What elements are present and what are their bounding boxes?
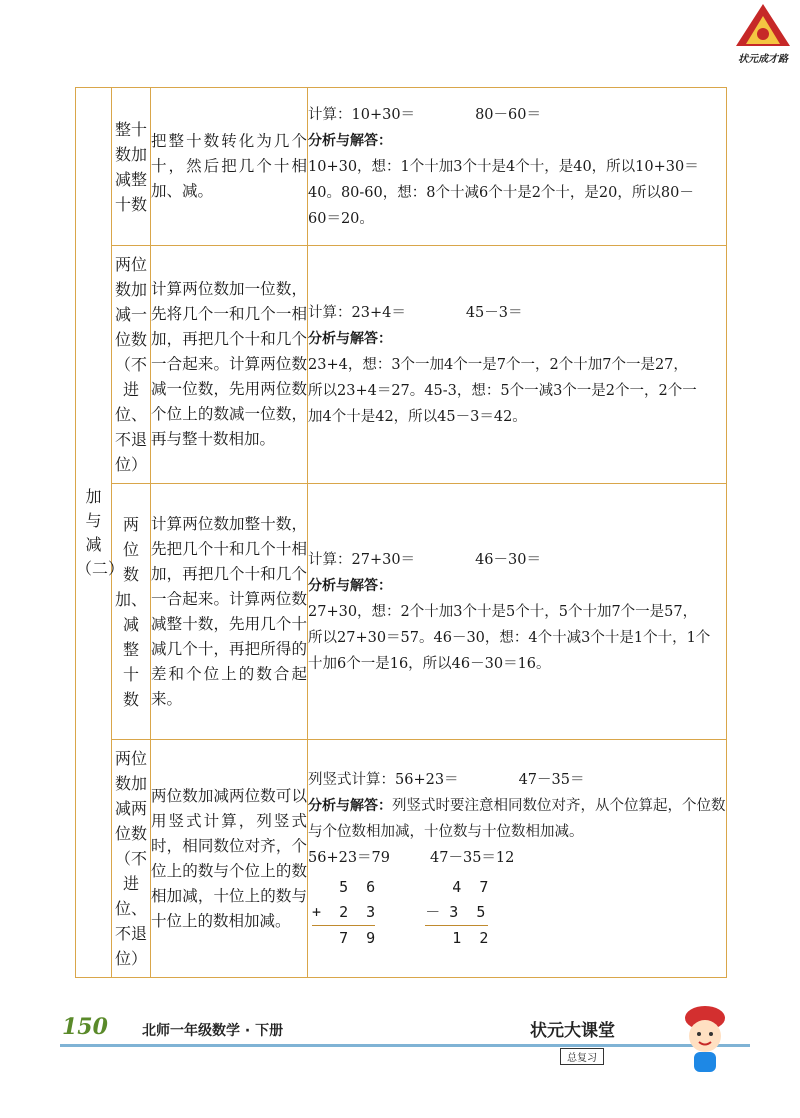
page-number: 150 bbox=[62, 1014, 108, 1040]
table-row bbox=[76, 740, 727, 978]
method-cell: 计算两位数加一位数，先将几个一和几个一相加，再把几个十和几个一合起来。计算两位数减一位数，先用两位数个位上的数减一位数，再与整十数相加。 bbox=[151, 246, 308, 484]
review-table bbox=[75, 87, 727, 978]
vertical-addition: 5 6 + 2 3 7 9 bbox=[312, 875, 375, 951]
category-cell: 加 与 减 （二） bbox=[76, 88, 112, 978]
topic-cell: 整十 数加 减整 十数 bbox=[112, 88, 151, 246]
topic-cell: 两 位 数 加、 减 整 十 数 bbox=[112, 484, 151, 740]
topic-cell: 两位 数加 减一 位数 （不 进位、 不退 位） bbox=[112, 246, 151, 484]
table-row bbox=[76, 88, 727, 246]
brand-name: 状元大课堂 bbox=[530, 1021, 615, 1041]
example-cell: 计算：23+4＝ 45－3＝ 分析与解答： 23+4，想：3个一加4个一是7个一，2个十加7个一是27， 所以23+4＝27。45-3，想：5个一减3个一是2个一，2个一 加4个十是42，所以45－3＝42。 bbox=[308, 246, 727, 484]
example-cell: 计算：27+30＝ 46－30＝ 分析与解答： 27+30，想：2个十加3个十是5个十，5个十加7个一是57， 所以27+30＝57。46－30，想：4个十减3个十是1个十，1个 十加6个一是16，所以46－30＝16。 bbox=[308, 484, 727, 740]
example-cell: 列竖式计算：56+23＝ 47－35＝ 分析与解答：列竖式时要注意相同数位对齐，从个位算起，个位数与个位数相加减，十位数与十位数相加减。 56+23＝79 47－35＝12 5 6 + 2 3 7 9 4 7 － 3 5 1 2 bbox=[308, 740, 727, 978]
table-row bbox=[76, 246, 727, 484]
mascot-icon bbox=[670, 1000, 740, 1075]
method-cell: 计算两位数加整十数，先把几个十和几个十相加，再把几个十和几个一合起来。计算两位数减整十数，先用几个十减几个十，再把所得的差和个位上的数合起来。 bbox=[151, 484, 308, 740]
page-footer bbox=[60, 1010, 800, 1070]
logo-text: 状元成才路 bbox=[738, 54, 788, 65]
section-label: 总复习 bbox=[560, 1048, 604, 1065]
example-cell: 计算：10+30＝ 80－60＝ 分析与解答： 10+30，想：1个十加3个十是4个十，是40，所以10+30＝ 40。80-60，想：8个十减6个十是2个十，是20，所以80－ 60＝20。 bbox=[308, 88, 727, 246]
method-cell: 把整十数转化为几个十，然后把几个十相加、减。 bbox=[151, 88, 308, 246]
vertical-calculations bbox=[308, 875, 726, 951]
topic-cell: 两位 数加 减两 位数 （不 进位、 不退 位） bbox=[112, 740, 151, 978]
vertical-subtraction: 4 7 － 3 5 1 2 bbox=[425, 875, 488, 951]
table-row bbox=[76, 484, 727, 740]
footer-divider bbox=[60, 1044, 750, 1047]
logo-triangle-icon bbox=[728, 2, 798, 50]
method-cell: 两位数加减两位数可以用竖式计算，列竖式时，相同数位对齐，个位上的数与个位上的数相加减，十位上的数与十位上的数相加减。 bbox=[151, 740, 308, 978]
book-title: 北师一年级数学 · 下册 bbox=[142, 1023, 284, 1039]
brand-logo bbox=[728, 2, 798, 66]
